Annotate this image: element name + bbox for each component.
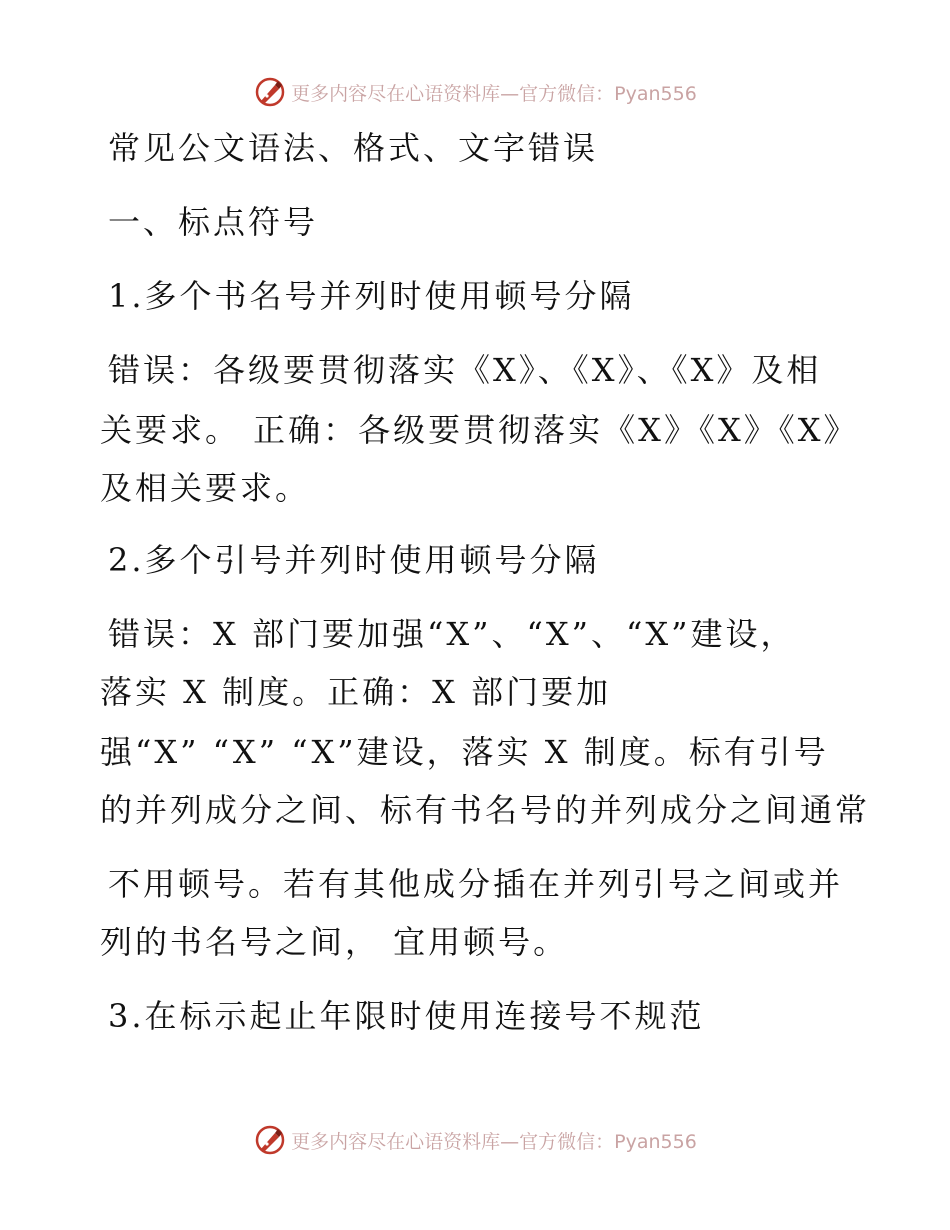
header-banner [0,72,950,112]
paragraph-line: 及相关要求。 [100,469,311,507]
banner-text: 更多内容尽在心语资料库—官方微信：Pyan556 [291,82,697,105]
item-heading: 3.在标示起止年限时使用连接号不规范 [108,997,705,1035]
item-heading: 2.多个引号并列时使用顿号分隔 [108,541,600,579]
paragraph-line: 关要求。 正确：各级要贯彻落实《X》《X》《X》 [100,411,859,449]
paragraph-line: 错误：X 部门要加强“X”、“X”、“X”建设， [108,615,796,653]
document-title: 常见公文语法、格式、文字错误 [108,129,599,167]
paragraph-line: 强“X” “X” “X”建设，落实 X 制度。标有引号 [100,733,829,771]
banner-text: 更多内容尽在心语资料库—官方微信：Pyan556 [291,1130,697,1153]
paragraph-line: 不用顿号。若有其他成分插在并列引号之间或并 [108,865,844,903]
pen-nib-icon [253,75,287,109]
pen-nib-icon [253,1123,287,1157]
paragraph-line: 的并列成分之间、标有书名号的并列成分之间通常 [100,791,871,829]
paragraph-line: 列的书名号之间， 宜用顿号。 [100,923,569,961]
paragraph-line: 落实 X 制度。正确：X 部门要加 [100,673,612,711]
item-heading: 1.多个书名号并列时使用顿号分隔 [108,277,635,315]
paragraph-line: 错误：各级要贯彻落实《X》、《X》、《X》及相 [108,351,822,389]
section-heading: 一、标点符号 [108,203,319,241]
footer-banner [0,1120,950,1160]
